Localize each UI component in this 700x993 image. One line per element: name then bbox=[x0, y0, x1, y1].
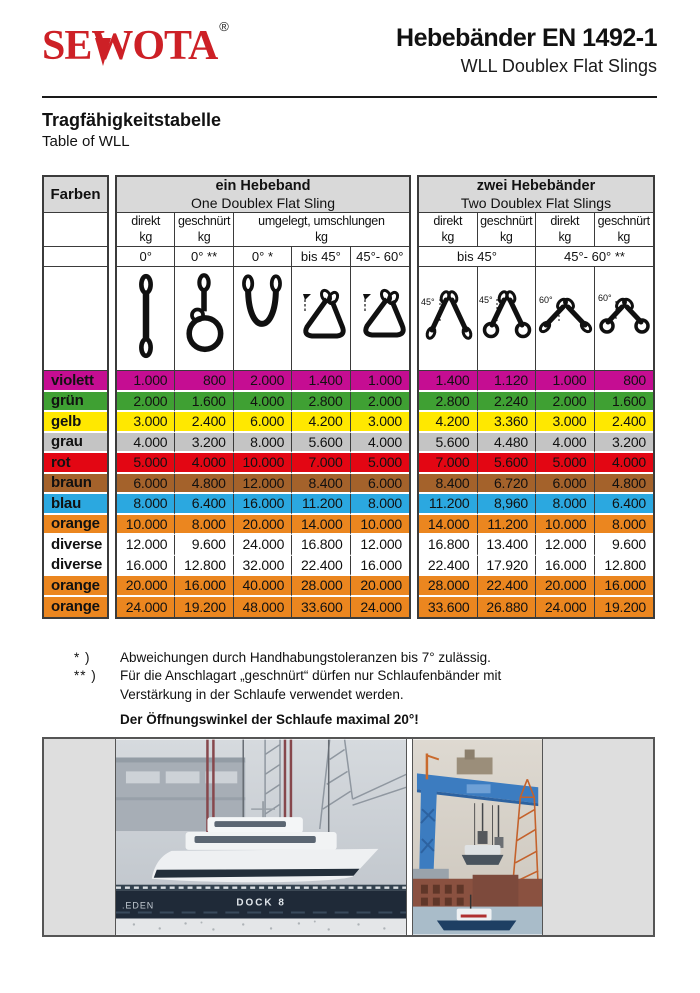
dock-wall bbox=[116, 885, 406, 919]
wll-value-cell: 8.000 bbox=[234, 433, 292, 454]
angle-header: 0° * bbox=[234, 247, 292, 267]
wll-value-cell: 20.000 bbox=[351, 576, 409, 597]
wll-value-cell: 20.000 bbox=[536, 576, 595, 597]
wll-value-cell: 12.000 bbox=[536, 535, 595, 556]
wll-value-cell: 2.000 bbox=[234, 371, 292, 392]
group-title: zwei Hebebänder bbox=[476, 178, 596, 195]
wll-value-cell: 11.200 bbox=[419, 494, 478, 515]
wll-value-cell: 6.400 bbox=[595, 494, 654, 515]
logo-w-spike bbox=[95, 38, 111, 66]
farben-header: Farben bbox=[44, 177, 107, 213]
wll-value-cell: 8.000 bbox=[351, 494, 409, 515]
wll-value-cell: 5.600 bbox=[292, 433, 350, 454]
group-subtitle: One Doublex Flat Sling bbox=[191, 194, 335, 211]
photo-gap bbox=[406, 739, 413, 935]
wll-value-cell: 2.000 bbox=[117, 392, 175, 413]
wll-value-cell: 2.400 bbox=[175, 412, 233, 433]
color-label: orange bbox=[44, 515, 107, 536]
wll-value-cell: 3.000 bbox=[117, 412, 175, 433]
footnotes bbox=[74, 649, 501, 729]
wll-value-cell: 16.800 bbox=[292, 535, 350, 556]
wll-value-cell: 10.000 bbox=[234, 453, 292, 474]
wll-value-cell: 1.120 bbox=[478, 371, 537, 392]
dock-label: DOCK 8 bbox=[235, 897, 286, 909]
wll-row-grau bbox=[117, 433, 409, 454]
color-label: orange bbox=[44, 597, 107, 618]
wll-value-cell: 16.000 bbox=[595, 576, 654, 597]
wll-value-cell: 1.600 bbox=[175, 392, 233, 413]
wll-value-cell: 26.880 bbox=[478, 597, 537, 618]
wll-value-cell: 7.000 bbox=[292, 453, 350, 474]
two-slings-table bbox=[417, 175, 655, 619]
angle-header: 0° bbox=[117, 247, 175, 267]
footnote-text: Für die Anschlagart „geschnürt“ dürfen nur Schlaufenbänder mit bbox=[120, 668, 502, 684]
angle-header: 0° ** bbox=[175, 247, 233, 267]
color-label: orange bbox=[44, 576, 107, 597]
wll-value-cell: 2.000 bbox=[536, 392, 595, 413]
pictogram-row bbox=[419, 267, 653, 371]
wll-table bbox=[42, 175, 655, 619]
svg-text:45°: 45° bbox=[479, 295, 493, 305]
color-row-rot bbox=[44, 453, 107, 474]
footnote-marker: ** ) bbox=[74, 668, 97, 684]
two-slings-choked-45-icon bbox=[478, 267, 537, 371]
footnote-marker bbox=[74, 686, 120, 704]
wll-value-cell: 28.000 bbox=[292, 576, 350, 597]
color-label: diverse bbox=[44, 556, 107, 577]
group-title: ein Hebeband bbox=[215, 178, 311, 195]
color-row-orange bbox=[44, 597, 107, 618]
color-row-orange bbox=[44, 515, 107, 536]
col-header: geschnürt kg bbox=[175, 213, 233, 247]
wll-value-cell: 32.000 bbox=[234, 556, 292, 577]
wll-value-cell: 800 bbox=[175, 371, 233, 392]
footnote-text: Verstärkung in der Schlaufe verwendet werden. bbox=[120, 686, 404, 702]
group-header-one-sling bbox=[117, 177, 409, 213]
wll-value-cell: 1.600 bbox=[595, 392, 654, 413]
header-divider bbox=[42, 96, 657, 98]
wll-value-cell: 3.000 bbox=[536, 412, 595, 433]
wll-value-cell: 28.000 bbox=[419, 576, 478, 597]
farben-empty-cell bbox=[44, 267, 107, 371]
wll-value-cell: 1.400 bbox=[292, 371, 350, 392]
wll-value-cell: 8.400 bbox=[292, 474, 350, 495]
wll-value-cell: 8.000 bbox=[595, 515, 654, 536]
wll-value-cell: 19.200 bbox=[175, 597, 233, 618]
hull-label: .EDEN bbox=[121, 900, 154, 911]
wll-value-cell: 20.000 bbox=[117, 576, 175, 597]
wll-value-cell: 17.920 bbox=[478, 556, 537, 577]
wll-row-diverse bbox=[117, 535, 409, 556]
wll-value-cell: 12.800 bbox=[175, 556, 233, 577]
col-header: geschnürt kg bbox=[595, 213, 654, 247]
wll-row-blau bbox=[117, 494, 409, 515]
wll-value-cell: 24.000 bbox=[117, 597, 175, 618]
wll-row-gelb bbox=[117, 412, 409, 433]
wll-value-cell: 33.600 bbox=[292, 597, 350, 618]
wll-value-cell: 5.000 bbox=[117, 453, 175, 474]
wll-row-rot bbox=[419, 453, 653, 474]
two-slings-choked-60-icon bbox=[595, 267, 654, 371]
wll-value-cell: 4.000 bbox=[117, 433, 175, 454]
farben-column-table bbox=[42, 175, 109, 619]
wll-value-cell: 5.000 bbox=[536, 453, 595, 474]
wll-value-cell: 1.400 bbox=[419, 371, 478, 392]
color-row-gelb bbox=[44, 412, 107, 433]
angle-header: 45°- 60° bbox=[351, 247, 409, 267]
wll-row-violett bbox=[419, 371, 653, 392]
wll-value-cell: 5.000 bbox=[351, 453, 409, 474]
wll-value-cell: 16.000 bbox=[234, 494, 292, 515]
wll-value-cell: 7.000 bbox=[419, 453, 478, 474]
shipyard-gantry-crane-photo bbox=[413, 739, 542, 935]
wll-row-orange bbox=[419, 515, 653, 536]
photo-strip-left-panel bbox=[44, 739, 116, 935]
wll-value-cell: 16.000 bbox=[536, 556, 595, 577]
wll-value-cell: 24.000 bbox=[536, 597, 595, 618]
footnote-line bbox=[74, 686, 501, 704]
wll-value-cell: 12.000 bbox=[351, 535, 409, 556]
document-title: Hebebänder EN 1492-1 bbox=[396, 24, 657, 52]
wll-value-cell: 12.000 bbox=[234, 474, 292, 495]
wll-row-grün bbox=[117, 392, 409, 413]
wll-row-orange bbox=[117, 515, 409, 536]
wll-value-cell: 800 bbox=[595, 371, 654, 392]
color-label: braun bbox=[44, 474, 107, 495]
color-row-grau bbox=[44, 433, 107, 454]
wll-value-cell: 6.720 bbox=[478, 474, 537, 495]
wll-value-cell: 11.200 bbox=[478, 515, 537, 536]
wll-value-cell: 4.200 bbox=[419, 412, 478, 433]
wll-value-cell: 16.000 bbox=[175, 576, 233, 597]
photo-strip bbox=[42, 737, 655, 937]
color-label: grün bbox=[44, 392, 107, 413]
color-label: diverse bbox=[44, 535, 107, 556]
wll-row-grau bbox=[419, 433, 653, 454]
color-label: blau bbox=[44, 494, 107, 515]
col-header: direkt kg bbox=[536, 213, 595, 247]
color-row-diverse bbox=[44, 556, 107, 577]
color-label: grau bbox=[44, 433, 107, 454]
color-row-diverse bbox=[44, 535, 107, 556]
wll-row-diverse bbox=[117, 556, 409, 577]
wll-value-cell: 24.000 bbox=[234, 535, 292, 556]
wll-row-orange bbox=[117, 576, 409, 597]
wll-value-cell: 6.000 bbox=[351, 474, 409, 495]
svg-text:60°: 60° bbox=[538, 295, 553, 305]
wll-value-cell: 2.800 bbox=[419, 392, 478, 413]
col-header: direkt kg bbox=[117, 213, 175, 247]
wll-value-cell: 8.400 bbox=[419, 474, 478, 495]
wll-value-cell: 4.000 bbox=[351, 433, 409, 454]
wll-value-cell: 16.800 bbox=[419, 535, 478, 556]
pictogram-row bbox=[117, 267, 409, 371]
wll-value-cell: 40.000 bbox=[234, 576, 292, 597]
wll-value-cell: 5.600 bbox=[478, 453, 537, 474]
wll-value-cell: 9.600 bbox=[595, 535, 654, 556]
yacht-crane-lift-photo bbox=[116, 739, 406, 935]
wll-value-cell: 2.800 bbox=[292, 392, 350, 413]
color-label: rot bbox=[44, 453, 107, 474]
wll-row-braun bbox=[117, 474, 409, 495]
photo-strip-right-panel bbox=[542, 739, 653, 935]
color-row-grün bbox=[44, 392, 107, 413]
wll-value-cell: 48.000 bbox=[234, 597, 292, 618]
wll-value-cell: 4.000 bbox=[536, 433, 595, 454]
footnote-line bbox=[74, 649, 501, 667]
two-slings-45-icon bbox=[419, 267, 478, 371]
col-header: umgelegt, umschlungen kg bbox=[234, 213, 409, 247]
color-label: violett bbox=[44, 371, 107, 392]
wll-value-cell: 5.600 bbox=[419, 433, 478, 454]
color-row-braun bbox=[44, 474, 107, 495]
wll-value-cell: 16.000 bbox=[351, 556, 409, 577]
water bbox=[116, 919, 406, 935]
one-sling-table bbox=[115, 175, 411, 619]
wll-row-orange bbox=[419, 576, 653, 597]
wll-value-cell: 4.200 bbox=[292, 412, 350, 433]
wll-value-cell: 22.400 bbox=[292, 556, 350, 577]
wll-value-cell: 3.360 bbox=[478, 412, 537, 433]
sling-wrapped-60-icon bbox=[351, 267, 409, 371]
col-header: geschnürt kg bbox=[478, 213, 537, 247]
wll-value-cell: 4.800 bbox=[175, 474, 233, 495]
wll-value-cell: 6.000 bbox=[536, 474, 595, 495]
wll-value-cell: 8.000 bbox=[175, 515, 233, 536]
wll-value-cell: 6.400 bbox=[175, 494, 233, 515]
wll-value-cell: 2.240 bbox=[478, 392, 537, 413]
wll-value-cell: 1.000 bbox=[351, 371, 409, 392]
document-title-block bbox=[396, 24, 657, 77]
wll-row-orange bbox=[117, 597, 409, 618]
wll-value-cell: 8,960 bbox=[478, 494, 537, 515]
wll-value-cell: 33.600 bbox=[419, 597, 478, 618]
wll-value-cell: 14.000 bbox=[292, 515, 350, 536]
wll-value-cell: 2.400 bbox=[595, 412, 654, 433]
wll-value-cell: 22.400 bbox=[419, 556, 478, 577]
wll-value-cell: 8.000 bbox=[536, 494, 595, 515]
color-row-blau bbox=[44, 494, 107, 515]
wll-value-cell: 19.200 bbox=[595, 597, 654, 618]
wll-value-cell: 4.000 bbox=[595, 453, 654, 474]
wll-value-cell: 12.000 bbox=[117, 535, 175, 556]
farben-empty-cell bbox=[44, 247, 107, 267]
col-header: direkt kg bbox=[419, 213, 478, 247]
wll-value-cell: 13.400 bbox=[478, 535, 537, 556]
sling-vertical-icon bbox=[117, 267, 175, 371]
angle-header: bis 45° bbox=[292, 247, 350, 267]
wll-value-cell: 20.000 bbox=[234, 515, 292, 536]
farben-empty-cell bbox=[44, 213, 107, 247]
wll-row-diverse bbox=[419, 535, 653, 556]
logo-text: SEWOTA bbox=[42, 23, 218, 69]
wll-value-cell: 4.000 bbox=[175, 453, 233, 474]
group-header-two-slings bbox=[419, 177, 653, 213]
wll-row-blau bbox=[419, 494, 653, 515]
wll-value-cell: 2.000 bbox=[351, 392, 409, 413]
wll-value-cell: 16.000 bbox=[117, 556, 175, 577]
wll-value-cell: 10.000 bbox=[117, 515, 175, 536]
section-subtitle: Table of WLL bbox=[42, 133, 130, 150]
section-title: Tragfähigkeitstabelle bbox=[42, 110, 222, 130]
sling-choked-icon bbox=[175, 267, 233, 371]
wll-value-cell: 4.800 bbox=[595, 474, 654, 495]
wll-row-violett bbox=[117, 371, 409, 392]
wll-value-cell: 1.000 bbox=[117, 371, 175, 392]
sling-basket-icon bbox=[234, 267, 292, 371]
angle-header: 45°- 60° ** bbox=[536, 247, 653, 267]
wll-value-cell: 8.000 bbox=[117, 494, 175, 515]
wll-value-cell: 22.400 bbox=[478, 576, 537, 597]
color-row-orange bbox=[44, 576, 107, 597]
wll-value-cell: 10.000 bbox=[536, 515, 595, 536]
footnote-marker: * ) bbox=[74, 650, 91, 665]
wll-value-cell: 3.200 bbox=[175, 433, 233, 454]
footnote-bold: Der Öffnungswinkel der Schlaufe maximal 20°! bbox=[120, 712, 419, 728]
wll-value-cell: 4.000 bbox=[234, 392, 292, 413]
color-row-violett bbox=[44, 371, 107, 392]
wll-value-cell: 3.200 bbox=[595, 433, 654, 454]
wll-row-grün bbox=[419, 392, 653, 413]
sewota-logo bbox=[42, 20, 228, 67]
sling-wrapped-45-icon bbox=[292, 267, 350, 371]
wll-row-braun bbox=[419, 474, 653, 495]
wll-value-cell: 10.000 bbox=[351, 515, 409, 536]
document-subtitle: WLL Doublex Flat Slings bbox=[460, 56, 657, 76]
two-slings-60-icon bbox=[536, 267, 595, 371]
wll-value-cell: 4.480 bbox=[478, 433, 537, 454]
svg-text:60°: 60° bbox=[597, 293, 612, 303]
wll-value-cell: 6.000 bbox=[117, 474, 175, 495]
group-subtitle: Two Doublex Flat Slings bbox=[460, 194, 612, 211]
wll-row-rot bbox=[117, 453, 409, 474]
wll-row-gelb bbox=[419, 412, 653, 433]
wll-row-diverse bbox=[419, 556, 653, 577]
wll-value-cell: 11.200 bbox=[292, 494, 350, 515]
wll-row-orange bbox=[419, 597, 653, 618]
wll-value-cell: 3.000 bbox=[351, 412, 409, 433]
svg-text:45°: 45° bbox=[420, 297, 435, 307]
registered-trademark-icon: ® bbox=[219, 19, 228, 34]
footnote-line bbox=[74, 667, 501, 685]
wll-value-cell: 24.000 bbox=[351, 597, 409, 618]
wll-value-cell: 1.000 bbox=[536, 371, 595, 392]
angle-header: bis 45° bbox=[419, 247, 536, 267]
wll-value-cell: 6.000 bbox=[234, 412, 292, 433]
footnote-text: Abweichungen durch Handhabungstoleranzen bis 7° zulässig. bbox=[120, 650, 491, 665]
wll-value-cell: 14.000 bbox=[419, 515, 478, 536]
wll-value-cell: 9.600 bbox=[175, 535, 233, 556]
color-label: gelb bbox=[44, 412, 107, 433]
wll-value-cell: 12.800 bbox=[595, 556, 654, 577]
